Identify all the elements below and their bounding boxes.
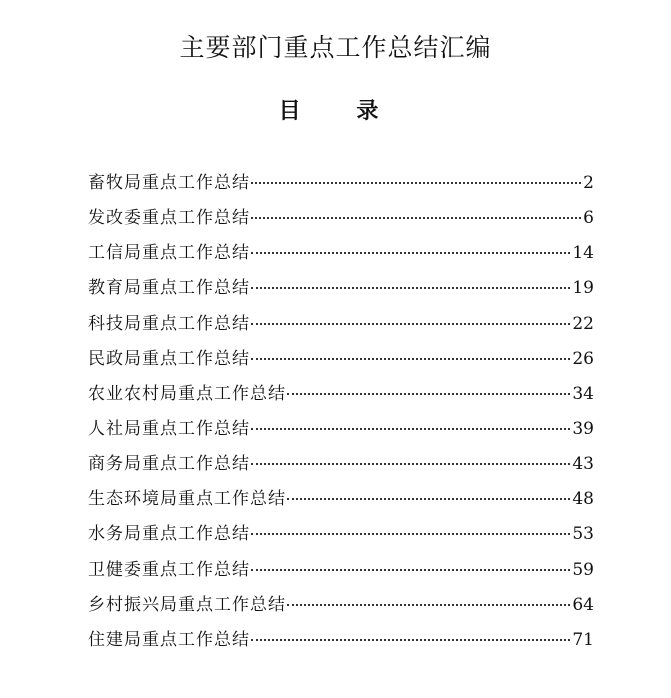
- toc-dot-leader: [251, 533, 570, 535]
- toc-dot-leader: [251, 287, 570, 289]
- toc-entry[interactable]: [88, 484, 594, 519]
- toc-entry[interactable]: [88, 203, 594, 238]
- toc-dot-leader: [287, 498, 570, 500]
- toc-entry[interactable]: [88, 519, 594, 554]
- toc-page-number: 59: [572, 559, 594, 580]
- toc-dot-leader: [251, 463, 570, 465]
- toc-entry-label: 发改委重点工作总结: [88, 208, 250, 229]
- toc-entry-label: 商务局重点工作总结: [88, 454, 250, 475]
- toc-entry-label: 水务局重点工作总结: [88, 524, 250, 545]
- toc-entry-label: 住建局重点工作总结: [88, 629, 250, 650]
- toc-page-number: 34: [572, 383, 594, 404]
- toc-heading: 目 录: [278, 98, 403, 124]
- toc-dot-leader: [251, 182, 581, 184]
- toc-entry-label: 科技局重点工作总结: [88, 313, 250, 334]
- toc-page-number: 6: [583, 208, 594, 229]
- toc-page-number: 53: [572, 524, 594, 545]
- toc-dot-leader: [251, 639, 570, 641]
- toc-dot-leader: [287, 604, 570, 606]
- toc-page-number: 48: [572, 489, 594, 510]
- toc-dot-leader: [251, 569, 570, 571]
- toc-entry[interactable]: [88, 414, 594, 449]
- toc-entry-label: 人社局重点工作总结: [88, 418, 250, 439]
- toc-entry-label: 生态环境局重点工作总结: [88, 489, 286, 510]
- toc-page-number: 19: [572, 278, 594, 299]
- toc-page-number: 14: [572, 243, 594, 264]
- toc-entry[interactable]: [88, 590, 594, 625]
- toc-page-number: 26: [572, 348, 594, 369]
- toc-entry-label: 民政局重点工作总结: [88, 348, 250, 369]
- toc-entry-label: 乡村振兴局重点工作总结: [88, 594, 286, 615]
- toc-entry-label: 工信局重点工作总结: [88, 243, 250, 264]
- toc-entry[interactable]: [88, 555, 594, 590]
- toc-dot-leader: [251, 323, 570, 325]
- toc-page-number: 22: [572, 313, 594, 334]
- toc-dot-leader: [287, 393, 570, 395]
- toc-page-number: 39: [572, 418, 594, 439]
- toc-entry-label: 教育局重点工作总结: [88, 278, 250, 299]
- toc-entry[interactable]: [88, 238, 594, 273]
- toc-entry[interactable]: [88, 344, 594, 379]
- toc-entry-label: 农业农村局重点工作总结: [88, 383, 286, 404]
- toc-dot-leader: [251, 217, 581, 219]
- toc-entry[interactable]: [88, 273, 594, 308]
- toc-list: [88, 168, 594, 660]
- document-title: 主要部门重点工作总结汇编: [179, 33, 492, 62]
- toc-dot-leader: [251, 252, 570, 254]
- toc-page-number: 43: [572, 454, 594, 475]
- toc-page-number: 64: [572, 594, 594, 615]
- toc-entry[interactable]: [88, 449, 594, 484]
- toc-dot-leader: [251, 358, 570, 360]
- toc-page-number: 2: [583, 173, 594, 193]
- toc-dot-leader: [251, 428, 570, 430]
- toc-entry[interactable]: [88, 168, 594, 203]
- toc-entry[interactable]: [88, 309, 594, 344]
- toc-entry-label: 畜牧局重点工作总结: [88, 173, 250, 193]
- toc-entry[interactable]: [88, 379, 594, 414]
- toc-page-number: 71: [572, 629, 594, 650]
- toc-entry-label: 卫健委重点工作总结: [88, 559, 250, 580]
- toc-entry[interactable]: [88, 625, 594, 660]
